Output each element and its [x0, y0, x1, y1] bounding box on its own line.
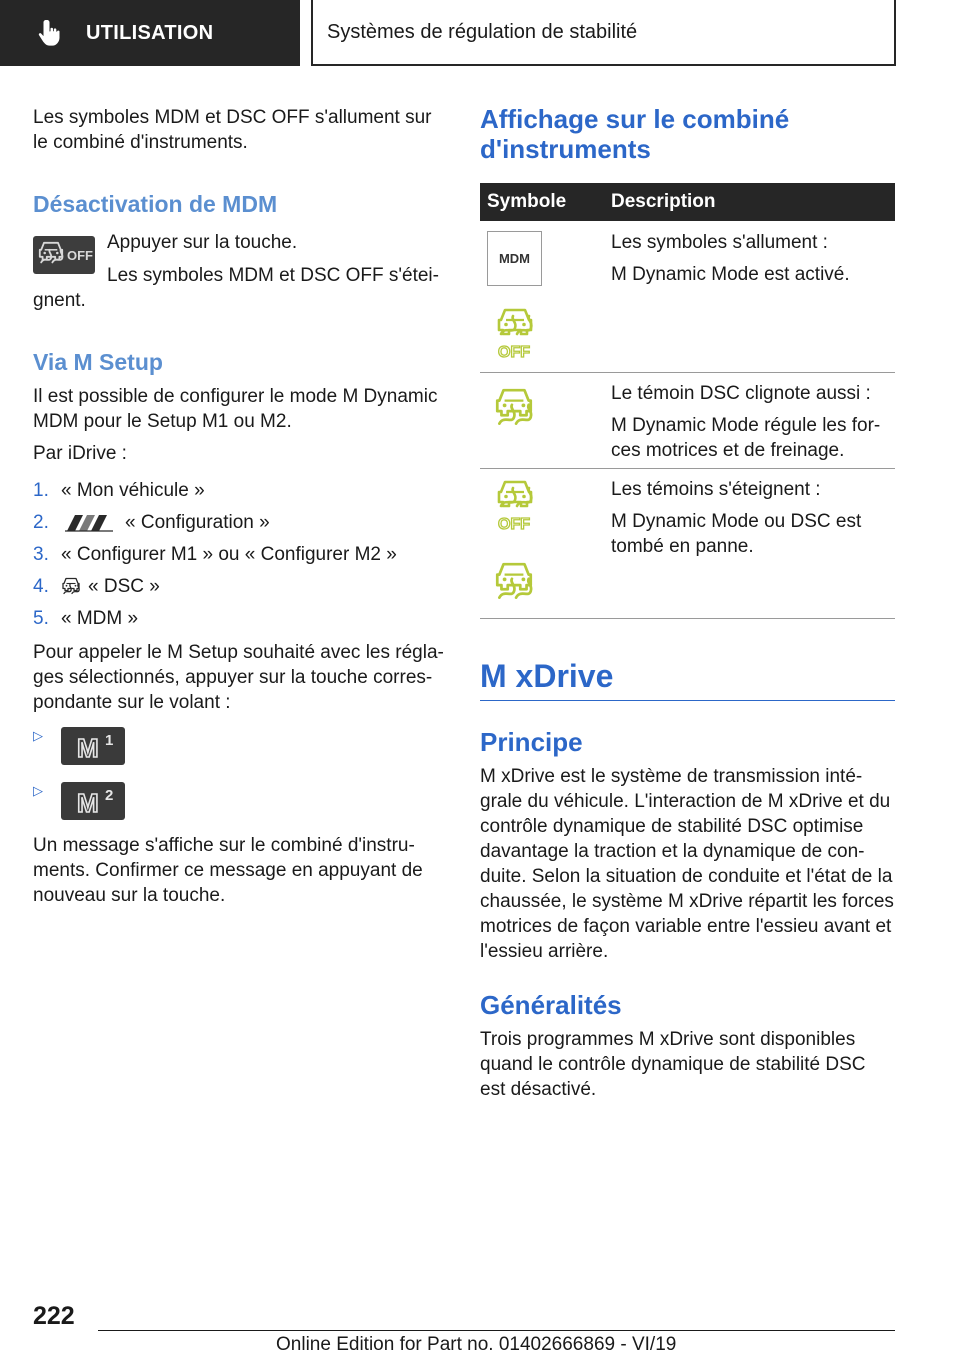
car-skid-off-icon: [33, 236, 95, 274]
m1-number: 1: [105, 732, 114, 749]
display-heading-line-2: d'instruments: [480, 134, 651, 164]
general-line: quand le contrôle dynamique de stabilité DSC: [480, 1054, 866, 1075]
xdrive-heading-rule: [480, 700, 895, 701]
steering-wheel-paragraph: [33, 640, 444, 715]
svg-text:OFF: OFF: [498, 516, 530, 532]
deactivation-result-2: gnent.: [33, 290, 86, 311]
steering-line-1: Pour appeler le M Setup souhaité avec les régla-: [33, 642, 444, 663]
page-number: 222: [33, 1302, 75, 1330]
row-1-line-2: M Dynamic Mode est activé.: [611, 264, 850, 285]
dsc-off-warning-icon: [495, 478, 535, 532]
mdm-symbol: MDM: [487, 231, 542, 286]
section-tab: [0, 0, 300, 66]
hand-pointer-icon: [38, 18, 64, 48]
xdrive-heading: M xDrive: [480, 658, 614, 694]
deactivation-step: Appuyer sur la touche.: [107, 232, 298, 253]
table-header: [480, 183, 895, 221]
principle-line: contrôle dynamique de stabilité DSC optimise: [480, 816, 864, 837]
row-1-line-1: Les symboles s'allument :: [611, 232, 828, 253]
deactivation-heading: Désactivation de MDM: [33, 191, 278, 217]
svg-text:OFF: OFF: [498, 344, 530, 360]
svg-text:OFF: OFF: [67, 248, 93, 263]
table-row-2-description: [611, 381, 880, 463]
msetup-paragraph: [33, 384, 437, 434]
msetup-line-1: Il est possible de configurer le mode M Dynamic: [33, 386, 438, 407]
step-number: 4.: [33, 576, 49, 597]
bullet-triangle-icon: ▷: [33, 728, 43, 743]
column-header-symbol: Symbole: [487, 191, 567, 212]
deactivation-result-1: Les symboles MDM et DSC OFF s'étei-: [107, 265, 439, 286]
table-row-divider: [480, 372, 895, 373]
dsc-off-warning-icon: [495, 306, 535, 360]
footer-rule: [98, 1330, 895, 1331]
step-text: « MDM »: [61, 608, 139, 629]
m2-letter: M: [77, 788, 99, 818]
confirm-paragraph: [33, 833, 423, 908]
chapter-title-box: [311, 0, 896, 66]
step-number: 3.: [33, 544, 49, 565]
steering-line-3: pondante sur le volant :: [33, 692, 231, 713]
principle-line: l'essieu arrière.: [480, 941, 609, 962]
section-title: UTILISATION: [86, 21, 214, 44]
mdm-off-button-image: [33, 236, 95, 274]
general-heading: Généralités: [480, 990, 622, 1020]
m-stripes-icon: [61, 513, 117, 533]
step-text: « DSC »: [88, 576, 160, 597]
m2-number: 2: [105, 787, 114, 804]
row-3-line-3: tombé en panne.: [611, 536, 754, 557]
principle-line: M xDrive est le système de transmission inté-: [480, 766, 863, 787]
msetup-heading: Via M Setup: [33, 349, 163, 375]
principle-line: grale du véhicule. L'interaction de M xDrive et du: [480, 791, 891, 812]
row-3-line-2: M Dynamic Mode ou DSC est: [611, 511, 862, 532]
step-text: « Configurer M1 » ou « Configurer M2 »: [61, 544, 397, 565]
m1-letter: M: [77, 733, 99, 763]
idrive-label: Par iDrive :: [33, 443, 127, 464]
step-number: 2.: [33, 512, 49, 533]
intro-line-1: Les symboles MDM et DSC OFF s'allument sur: [33, 107, 432, 128]
bullet-triangle-icon: ▷: [33, 783, 43, 798]
display-heading-line-1: Affichage sur le combiné: [480, 104, 790, 134]
m2-button-image: [61, 782, 125, 820]
intro-paragraph: [33, 105, 432, 155]
chapter-title: Systèmes de régulation de stabilité: [327, 20, 638, 43]
step-number: 5.: [33, 608, 49, 629]
m1-button-image: [61, 727, 125, 765]
confirm-line-2: ments. Confirmer ce message en appuyant de: [33, 860, 423, 881]
step-text: « Mon véhicule »: [61, 480, 205, 501]
general-line: est désactivé.: [480, 1079, 597, 1100]
table-row-1-description: [611, 230, 850, 287]
confirm-line-1: Un message s'affiche sur le combiné d'instru-: [33, 835, 415, 856]
steering-line-2: ges sélectionnés, appuyer sur la touche corres-: [33, 667, 433, 688]
principle-line: motrices de façon variable entre l'essieu avant et: [480, 916, 892, 937]
dsc-warning-icon: [493, 386, 535, 432]
row-2-line-2: M Dynamic Mode régule les for-: [611, 415, 881, 436]
row-2-line-1: Le témoin DSC clignote aussi :: [611, 383, 871, 404]
column-header-description: Description: [611, 191, 716, 212]
table-row-divider: [480, 618, 895, 619]
table-row-3-description: [611, 477, 861, 559]
principle-heading: Principe: [480, 727, 583, 757]
row-3-line-1: Les témoins s'éteignent :: [611, 479, 821, 500]
edition-footer: Online Edition for Part no. 01402666869 - VI/19: [276, 1334, 677, 1355]
general-line: Trois programmes M xDrive sont disponibles: [480, 1029, 856, 1050]
dsc-car-icon: [61, 576, 81, 598]
intro-line-2: le combiné d'instruments.: [33, 132, 248, 153]
general-paragraph: [480, 1027, 866, 1102]
principle-line: duite. Selon la situation de conduite et l'état de la: [480, 866, 893, 887]
table-row-divider: [480, 468, 895, 469]
row-2-line-3: ces motrices et de freinage.: [611, 440, 845, 461]
principle-paragraph: [480, 764, 894, 964]
step-text: « Configuration »: [125, 512, 270, 533]
principle-line: davantage la traction et la dynamique de con-: [480, 841, 865, 862]
dsc-warning-icon: [493, 560, 535, 606]
confirm-line-3: nouveau sur la touche.: [33, 885, 226, 906]
principle-line: chaussée, le système M xDrive répartit les forces: [480, 891, 894, 912]
display-heading: [480, 104, 789, 164]
step-number: 1.: [33, 480, 49, 501]
msetup-line-2: MDM pour le Setup M1 ou M2.: [33, 411, 292, 432]
